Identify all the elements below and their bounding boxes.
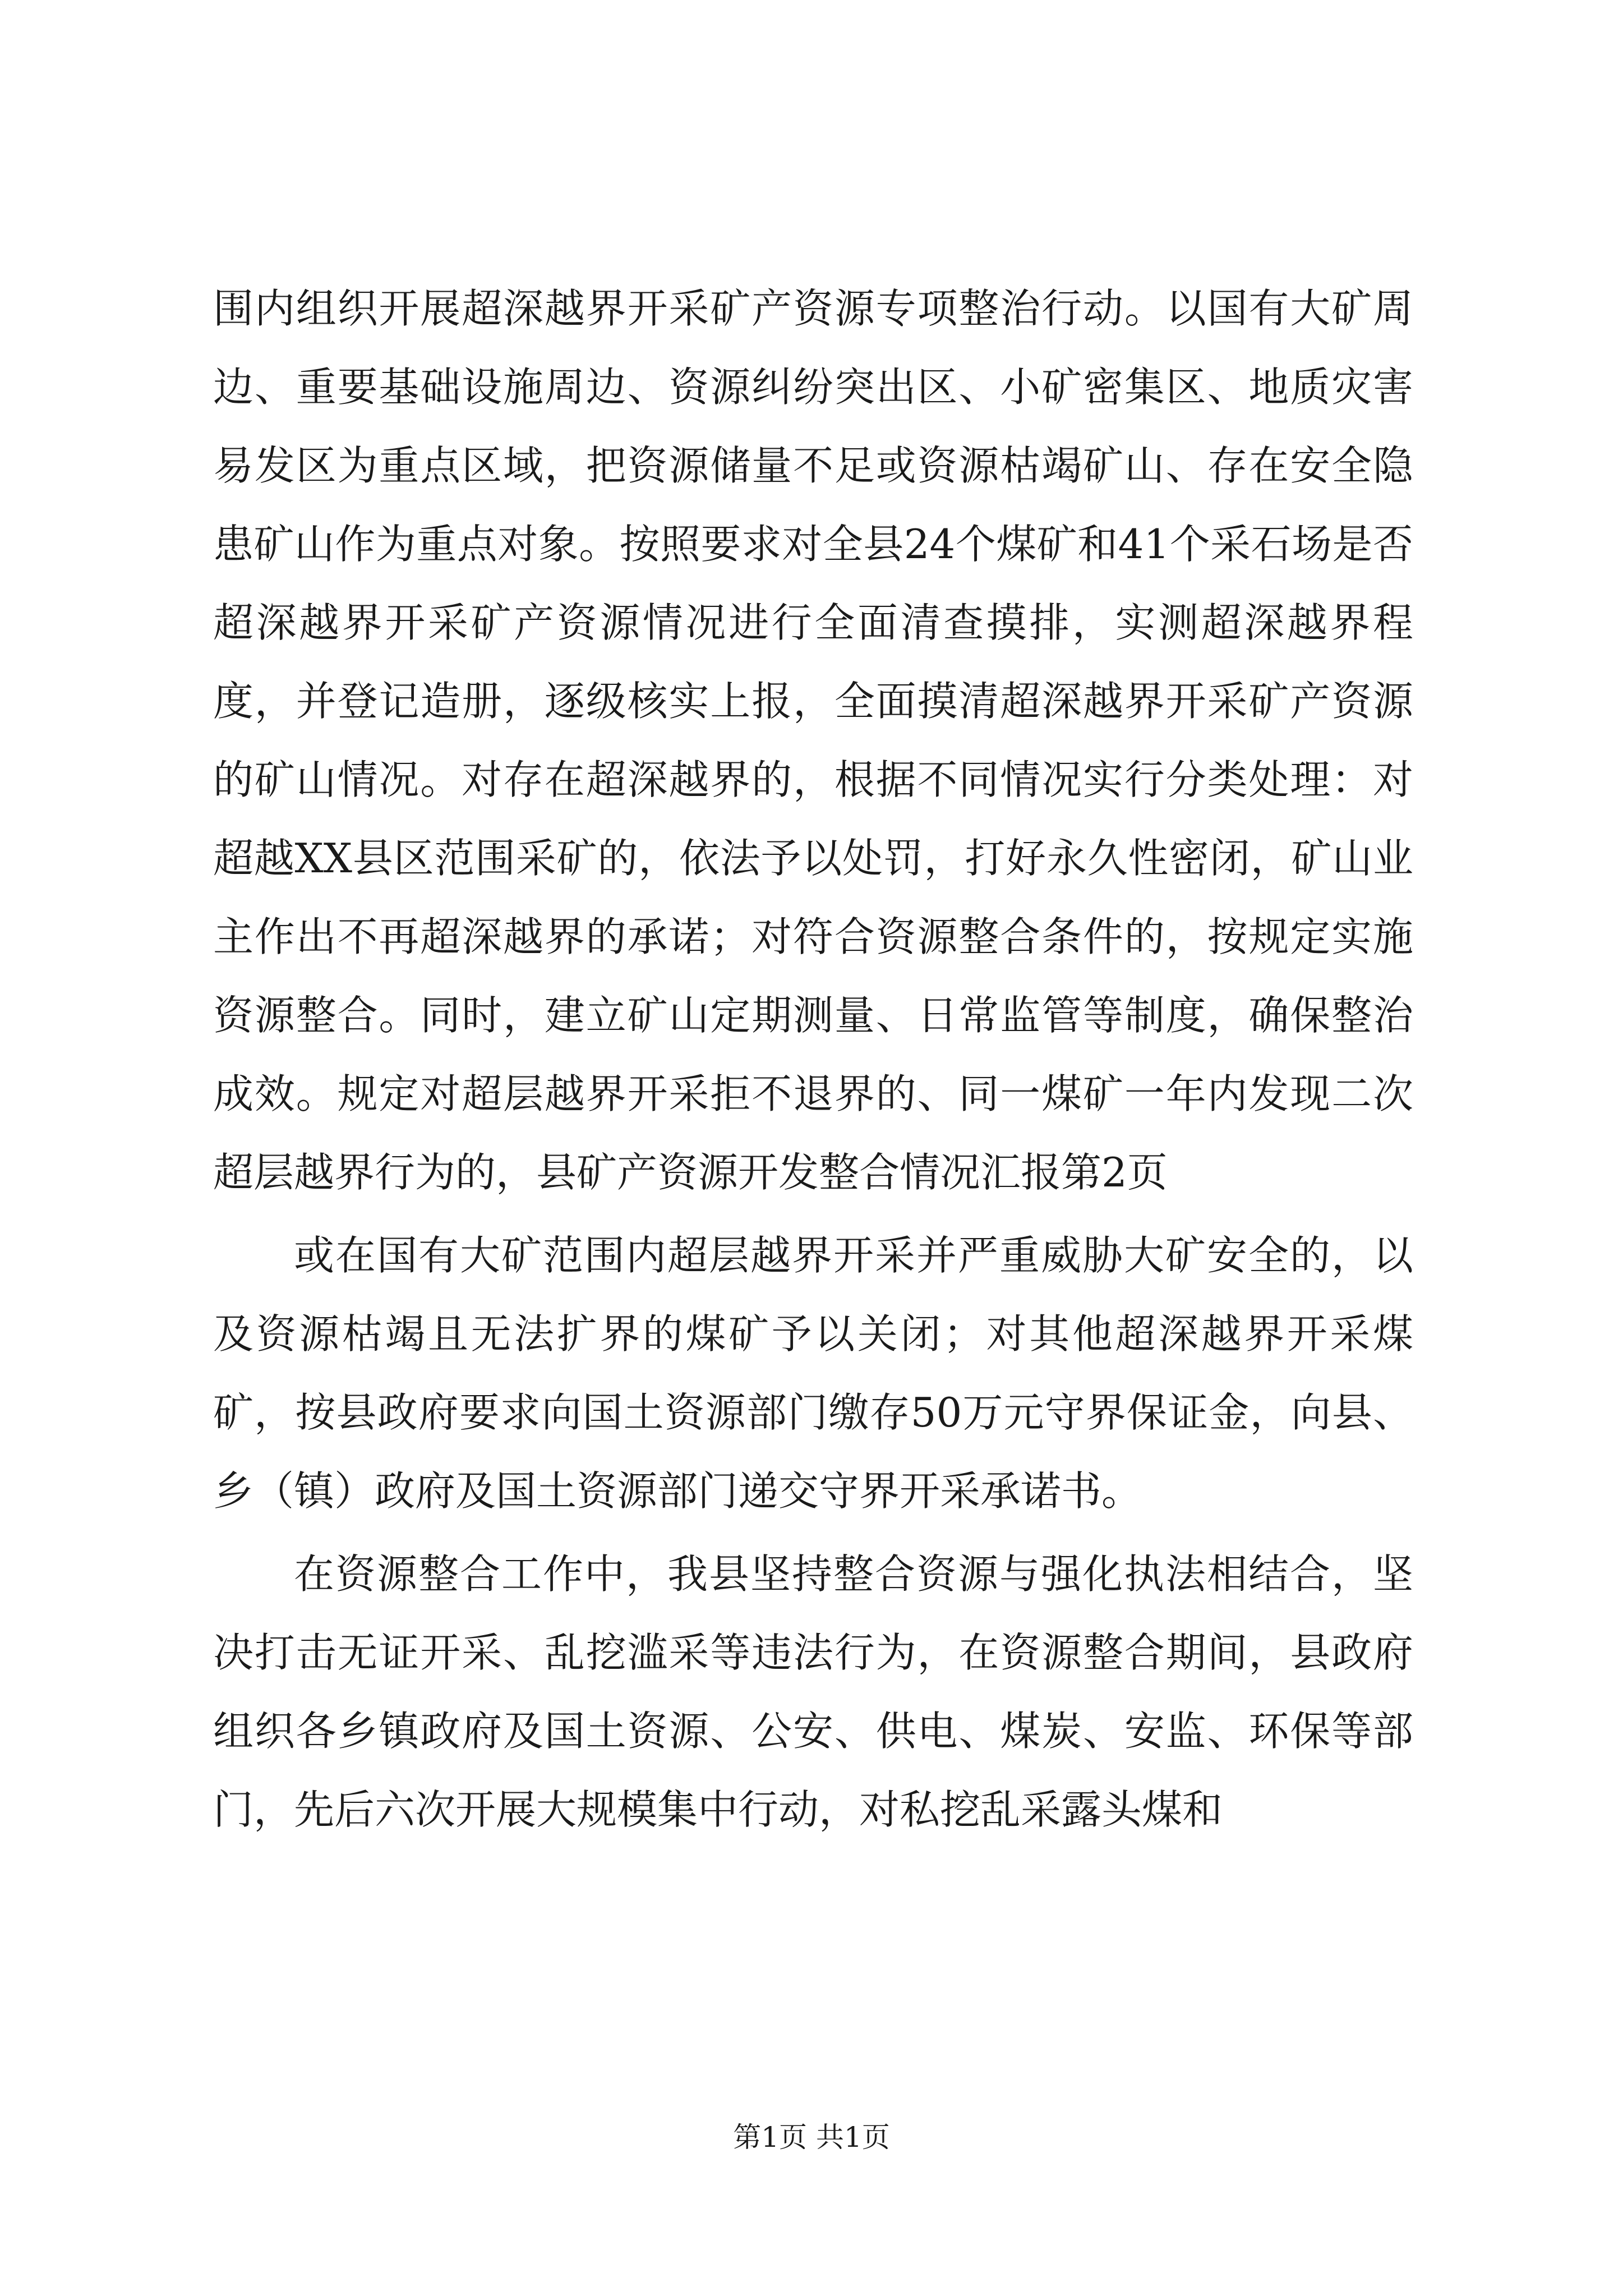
page-footer: 第1页 共1页 (733, 2121, 890, 2154)
paragraph-3: 在资源整合工作中，我县坚持整合资源与强化执法相结合，坚决打击无证开采、乱挖滥采等违法行为，在资源整合期间，县政府组织各乡镇政府及国土资源、公安、供电、煤炭、安监、环保等部门，先后六次开展大规模集中行动，对私挖乱采露头煤和 (213, 1550, 1413, 1833)
paragraph-2: 或在国有大矿范围内超层越界开采并严重威胁大矿安全的，以及资源枯竭且无法扩界的煤矿予以关闭；对其他超深越界开采煤矿，按县政府要求向国土资源部门缴存50万元守界保证金，向县、乡（镇）政府及国土资源部门递交守界开采承诺书。 (213, 1232, 1413, 1515)
paragraph-1: 围内组织开展超深越界开采矿产资源专项整治行动。以国有大矿周边、重要基础设施周边、资源纠纷突出区、小矿密集区、地质灾害易发区为重点区域，把资源储量不足或资源枯竭矿山、存在安全隐患矿山作为重点对象。按照要求对全县24个煤矿和41个采石场是否超深越界开采矿产资源情况进行全面清查摸排，实测超深越界程度，并登记造册，逐级核实上报，全面摸清超深越界开采矿产资源的矿山情况。对存在超深越界的，根据不同情况实行分类处理：对超越XX县区范围采矿的，依法予以处罚，打好永久性密闭，矿山业主作出不再超深越界的承诺；对符合资源整合条件的，按规定实施资源整合。同时，建立矿山定期测量、日常监管等制度，确保整治成效。规定对超层越界开采拒不退界的、同一煤矿一年内发现二次超层越界行为的，县矿产资源开发整合情况汇报第2页 (213, 285, 1413, 1196)
document-body (213, 269, 1413, 1849)
